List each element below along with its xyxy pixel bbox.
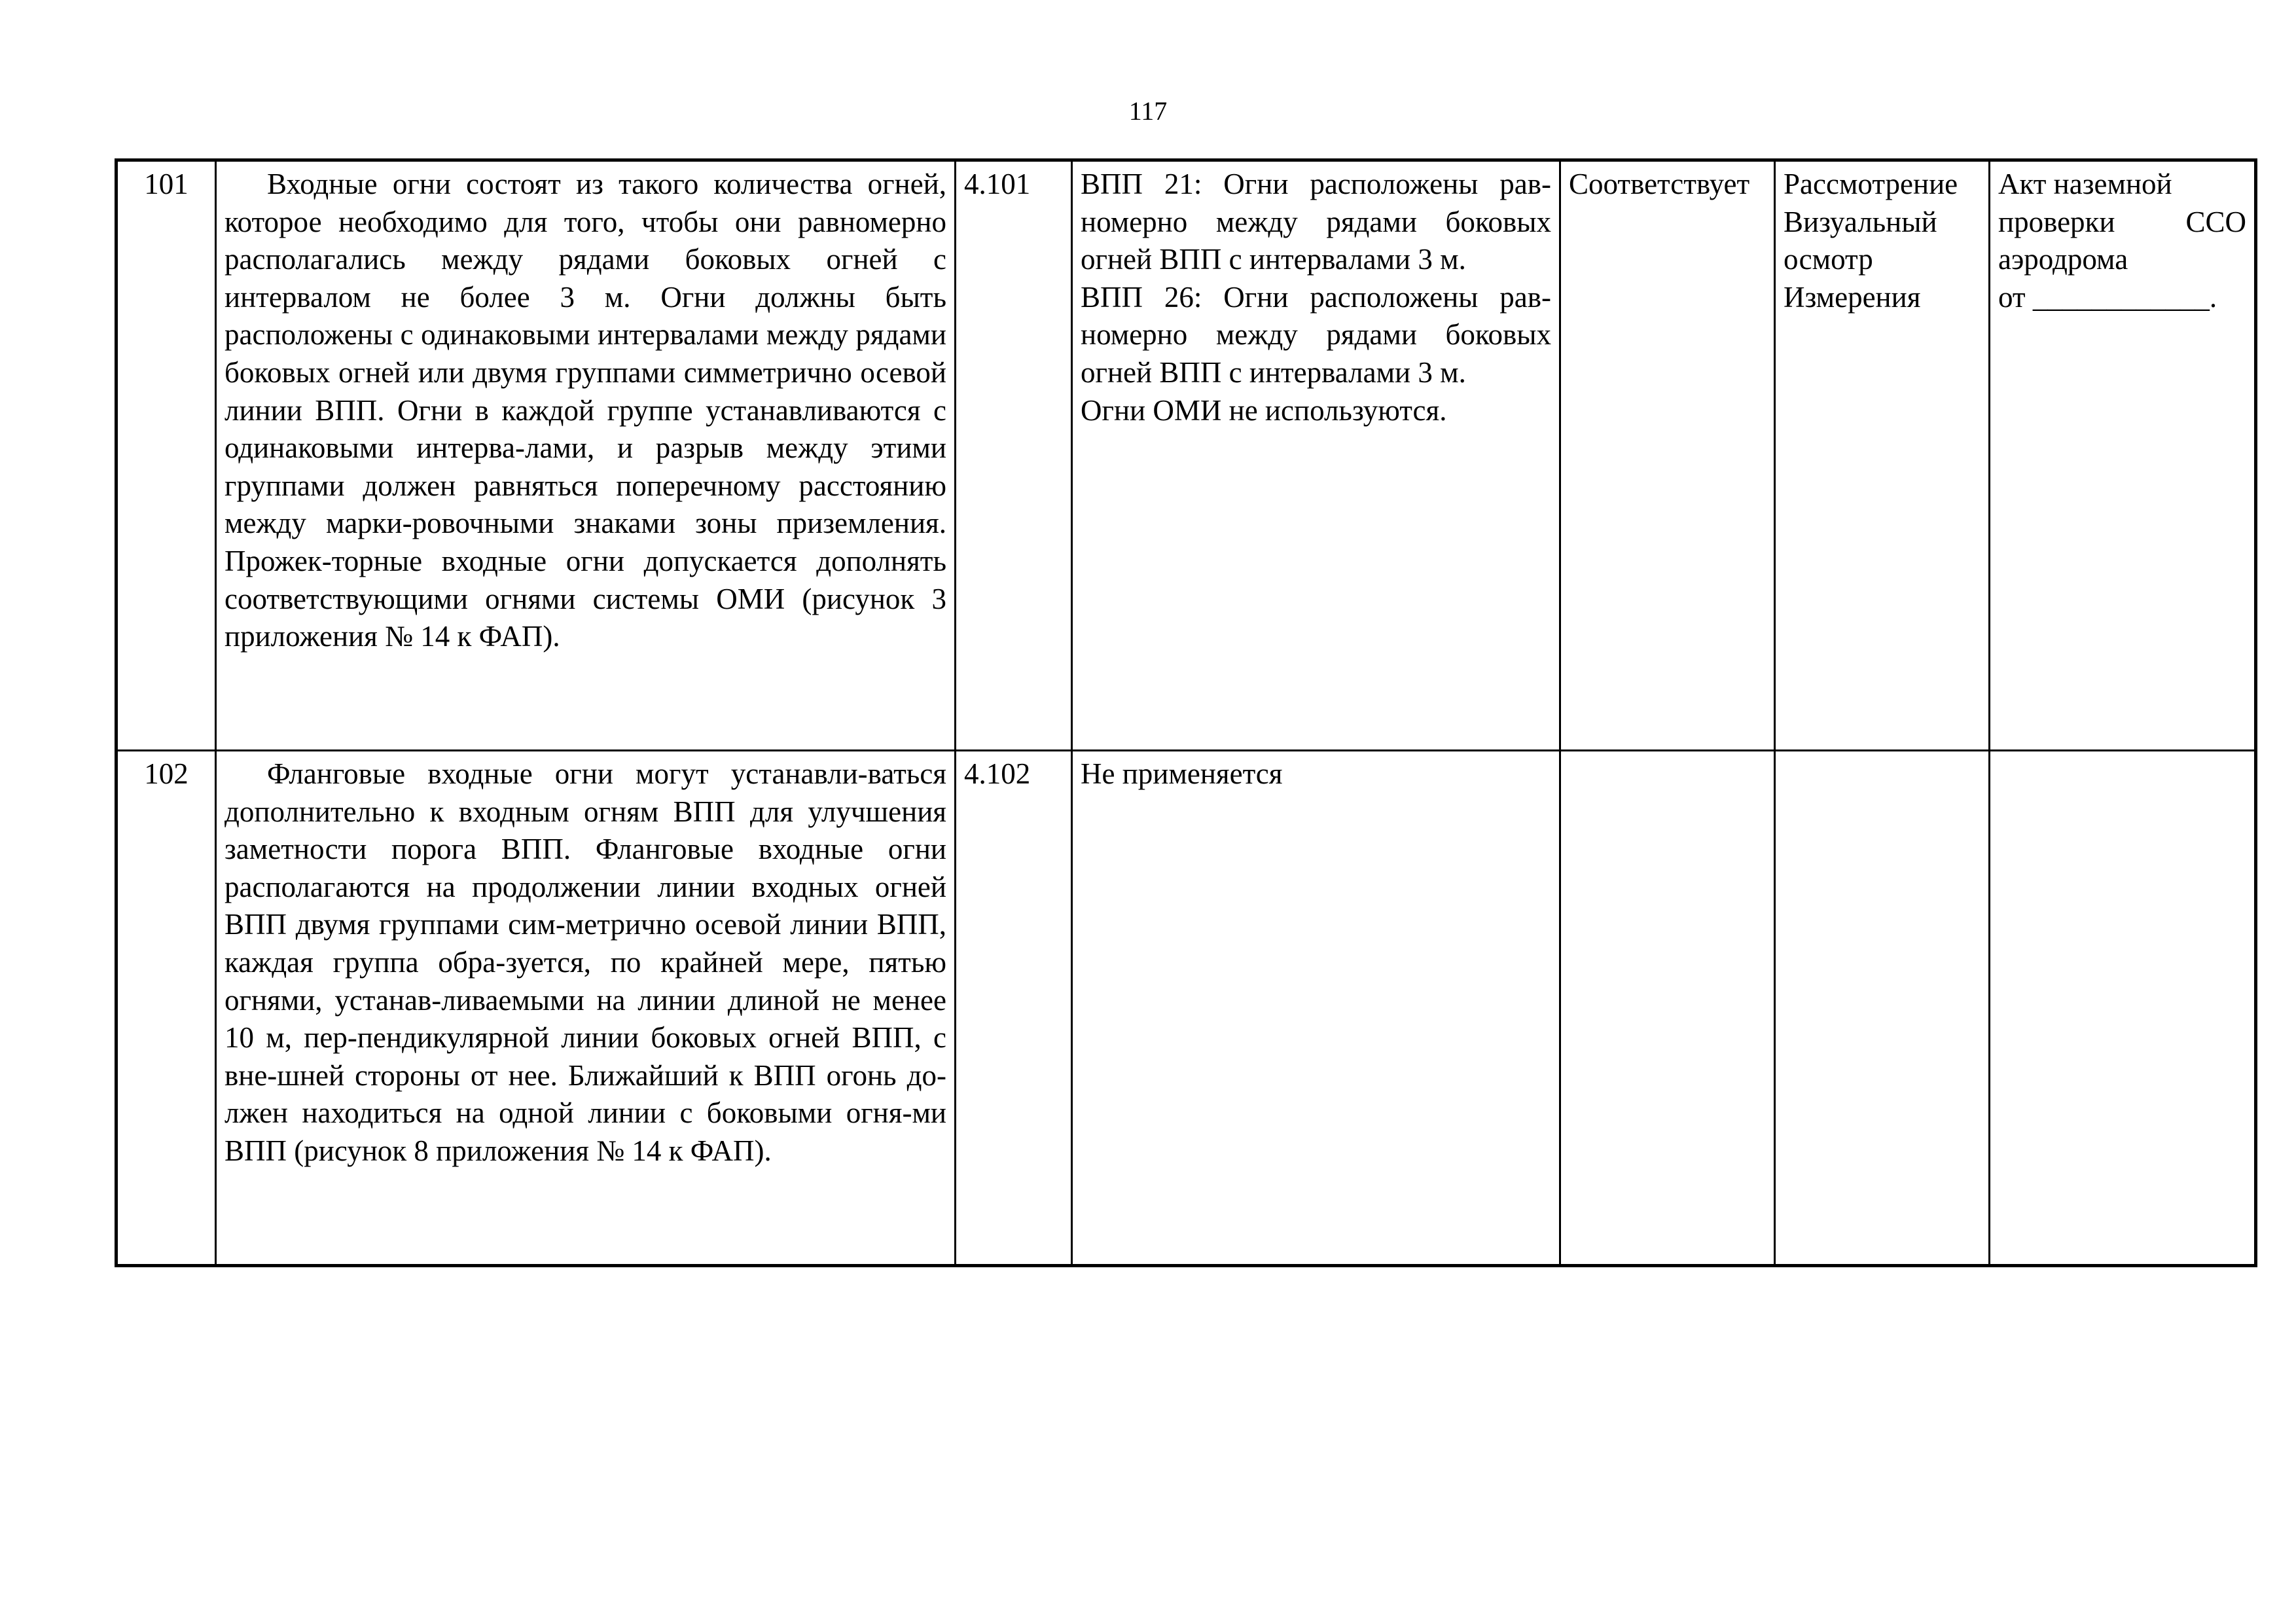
method-line: Визуальный <box>1784 205 1937 238</box>
requirement-cell: Фланговые входные огни могут устанавли-ваться дополнительно к входным огням ВПП для улучшения заметности порога ВПП. Фланговые входные огни располагаются на продолжении линии входных огней ВПП двумя группами сим-метрично осевой линии ВПП, каждая группа обра-зуется, по крайней мере, пятью огнями, устанав-ливаемыми на линии длиной не менее 10 м, пер-пендикулярной линии боковых огней ВПП, с вне-шней стороны от нее. Ближайший к ВПП огонь до-лжен находиться на одной линии с боковыми огня-ми ВПП (рисунок 8 приложения № 14 к ФАП). <box>216 751 956 1266</box>
observation-line: ВПП 21: Огни расположены рав- <box>1081 168 1551 200</box>
compliance-table <box>115 158 2257 1267</box>
document-cell <box>1990 160 2256 751</box>
table-row <box>117 160 2256 751</box>
document-cell <box>1990 751 2256 1266</box>
observation-line: огней ВПП с интервалами 3 м. <box>1081 243 1466 276</box>
reference-cell: 4.101 <box>956 160 1072 751</box>
observation-line: Огни ОМИ не используются. <box>1081 393 1447 427</box>
document-line: аэродрома <box>1998 243 2128 276</box>
document-line: проверки ССО <box>1998 205 2246 238</box>
method-line: осмотр <box>1784 243 1873 276</box>
observation-cell <box>1072 160 1560 751</box>
observation-cell: Не применяется <box>1072 751 1560 1266</box>
status-cell: Соответствует <box>1560 160 1775 751</box>
method-line: Измерения <box>1784 280 1921 314</box>
method-cell <box>1775 751 1990 1266</box>
table-row <box>117 751 2256 1266</box>
page-number: 117 <box>1128 96 1168 126</box>
document-line: от ____________. <box>1998 280 2217 314</box>
row-number-cell: 102 <box>117 751 216 1266</box>
requirement-cell: Входные огни состоят из такого количества огней, которое необходимо для того, чтобы они равномерно располагались между рядами боковых огней с интервалом не более 3 м. Огни должны быть расположены с одинаковыми интервалами между рядами боковых огней или двумя группами симметрично осевой линии ВПП. Огни в каждой группе устанавливаются с одинаковыми интерва-лами, и разрыв между этими группами должен равняться поперечному расстоянию между марки-ровочными знаками зоны приземления. Прожек-торные входные огни допускается дополнять соответствующими огнями системы ОМИ (рисунок 3 приложения № 14 к ФАП). <box>216 160 956 751</box>
method-line: Рассмотрение <box>1784 168 1958 200</box>
observation-line: ВПП 26: Огни расположены рав- <box>1081 280 1551 314</box>
method-cell <box>1775 160 1990 751</box>
observation-line: номерно между рядами боковых <box>1081 318 1551 352</box>
row-number-cell: 101 <box>117 160 216 751</box>
status-cell <box>1560 751 1775 1266</box>
document-line: Акт наземной <box>1998 168 2172 200</box>
observation-line: огней ВПП с интервалами 3 м. <box>1081 355 1466 389</box>
reference-cell: 4.102 <box>956 751 1072 1266</box>
observation-line: номерно между рядами боковых <box>1081 205 1551 238</box>
